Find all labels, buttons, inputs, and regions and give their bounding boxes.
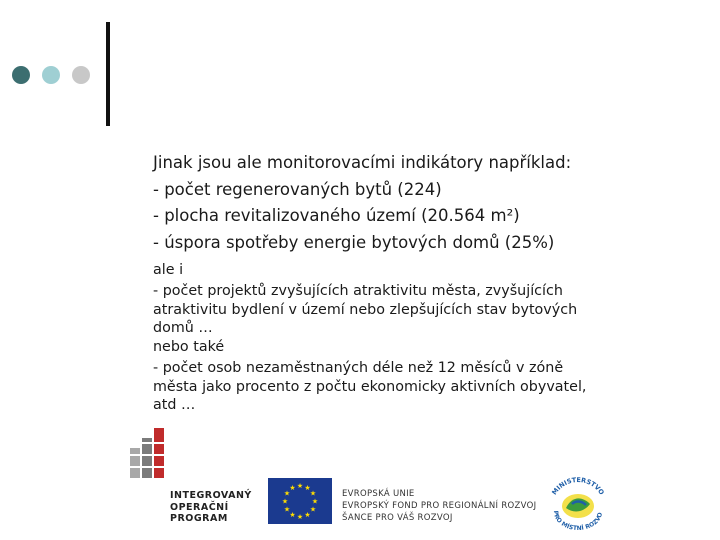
svg-text:★: ★ [304, 511, 311, 519]
svg-text:★: ★ [311, 497, 319, 506]
text-line: města jako procento z počtu ekonomicky aktivních obyvatel, [153, 379, 587, 395]
iop-line: INTEGROVANÝ [170, 490, 252, 501]
eu-flag-icon [268, 478, 332, 524]
text-line: - úspora spotřeby energie bytových domů (25%) [153, 232, 555, 252]
eu-logo-text [342, 488, 536, 524]
iop-line: PROGRAM [170, 513, 228, 524]
mmr-logo [542, 474, 614, 530]
dot-light [42, 66, 60, 84]
iop-bar-icon [154, 428, 164, 478]
additional-indicators [153, 260, 673, 414]
svg-text:MINISTERSTVO [550, 476, 606, 497]
text-line: - počet projektů zvyšujících atraktivitu města, zvyšujících [153, 282, 563, 299]
svg-text:★: ★ [296, 482, 304, 490]
text-line: atd … [153, 397, 196, 413]
slide-body [153, 150, 673, 414]
logo-strip [0, 470, 720, 530]
svg-text:★: ★ [309, 489, 317, 498]
svg-text:★: ★ [283, 489, 291, 498]
iop-logo-text [170, 490, 252, 525]
eu-line: EVROPSKÝ FOND PRO REGIONÁLNÍ ROZVOJ [342, 501, 537, 511]
title-divider [106, 22, 110, 126]
text-line: - počet osob nezaměstnaných déle než 12 měsíců v zóně [153, 359, 564, 376]
eu-line: EVROPSKÁ UNIE [342, 489, 415, 499]
text-line: nebo také [153, 339, 225, 355]
indicator-list [153, 150, 673, 256]
dot-dark [12, 66, 30, 84]
svg-text:★: ★ [289, 511, 296, 519]
iop-bar-icon [130, 448, 140, 478]
slide-decoration-dots [12, 66, 92, 84]
text-line: - počet regenerovaných bytů (224) [153, 179, 442, 199]
text-line: ale i [153, 262, 184, 278]
text-line: atraktivitu bydlení v území nebo zlepšujících stav bytových [153, 302, 578, 318]
svg-text:★: ★ [296, 513, 304, 521]
text-line: Jinak jsou ale monitorovacími indikátory například: [153, 153, 572, 172]
svg-text:★: ★ [281, 497, 289, 506]
svg-text:★: ★ [304, 484, 311, 492]
text-line: - plocha revitalizovaného území (20.564 m²) [153, 206, 520, 225]
svg-text:★: ★ [289, 484, 296, 492]
svg-text:★: ★ [283, 505, 291, 514]
eu-line: ŠANCE PRO VÁŠ ROZVOJ [342, 513, 453, 523]
iop-bar-icon [142, 438, 152, 478]
mmr-bottom-text: PRO MÍSTNÍ ROZVO [551, 510, 605, 530]
svg-text:★: ★ [309, 505, 317, 514]
mmr-top-text: MINISTERSTVO [550, 475, 606, 497]
text-line: domů … [153, 320, 213, 336]
dot-grey [72, 66, 90, 84]
iop-line: OPERAČNÍ [170, 501, 229, 513]
